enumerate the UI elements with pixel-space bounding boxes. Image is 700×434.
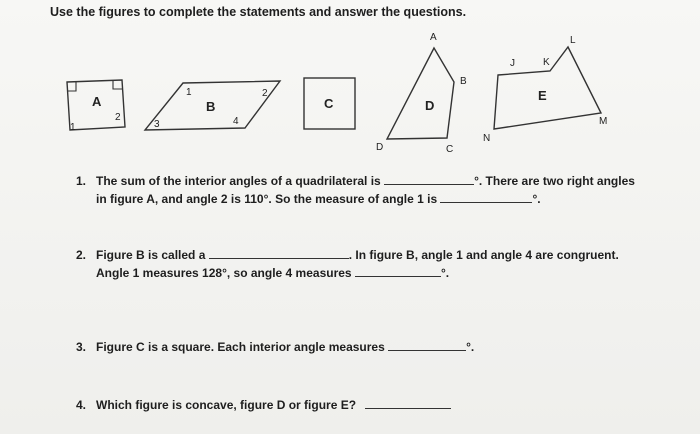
figure-b-angle-4: 4: [233, 116, 239, 127]
figure-a-angle-2: 2: [115, 112, 121, 123]
figures-area: [0, 0, 700, 170]
figure-e-vertex-j: J: [510, 58, 515, 69]
figure-e-vertex-l: L: [570, 35, 576, 46]
figure-b-label: B: [206, 99, 216, 114]
question-2: [76, 246, 619, 282]
figure-b-angle-1: 1: [186, 87, 192, 98]
figure-a-angle-1: 1: [70, 122, 76, 133]
question-4-number: 4.: [76, 398, 87, 412]
question-2-text-c: Angle 1 measures 128°, so angle 4 measures: [96, 266, 352, 280]
question-3-answer-blank[interactable]: [388, 338, 466, 351]
figure-e-label: E: [538, 88, 547, 103]
figure-d: [387, 48, 454, 139]
figure-e-vertex-n: N: [483, 133, 491, 144]
figure-d-label: D: [425, 98, 435, 113]
question-3-number: 3.: [76, 340, 87, 354]
question-1: [76, 172, 635, 208]
question-1-text-b: °. There are two right angles: [474, 174, 635, 188]
question-3: [76, 338, 474, 356]
question-3-text-b: °.: [466, 340, 475, 354]
question-1-answer-blank-2[interactable]: [440, 190, 532, 203]
question-2-text-d: °.: [440, 266, 450, 280]
question-4-answer-blank[interactable]: [365, 396, 451, 409]
figure-d-vertex-a: A: [430, 32, 437, 43]
figure-d-vertex-b: B: [460, 76, 467, 87]
question-2-number: 2.: [76, 248, 87, 262]
question-1-text-c: in figure A, and angle 2 is 110°. So the measure of angle 1 is: [96, 192, 438, 206]
figure-e-vertex-k: K: [543, 57, 550, 68]
figure-c-label: C: [324, 96, 334, 111]
instructions-text: Use the figures to complete the statements and answer the questions.: [50, 5, 467, 19]
question-2-text-b: . In figure B, angle 1 and angle 4 are congruent.: [348, 248, 619, 262]
question-1-number: 1.: [76, 174, 87, 188]
question-2-text-a: Figure B is called a: [96, 248, 206, 262]
question-2-answer-blank-1[interactable]: [209, 246, 349, 259]
question-1-text-a: The sum of the interior angles of a quadrilateral is: [96, 174, 381, 188]
question-4: [76, 396, 451, 414]
question-1-text-d: °.: [532, 192, 541, 206]
figure-a-label: A: [92, 94, 102, 109]
figure-d-vertex-c: C: [446, 144, 454, 155]
question-3-text-a: Figure C is a square. Each interior angle measures: [96, 340, 385, 354]
figure-b-angle-3: 3: [154, 119, 160, 130]
question-1-answer-blank-1[interactable]: [384, 172, 474, 185]
figure-d-vertex-d: D: [376, 142, 384, 153]
figure-e-vertex-m: M: [599, 116, 608, 127]
question-4-text-a: Which figure is concave, figure D or figure E?: [96, 398, 357, 412]
figure-b-angle-2: 2: [262, 88, 268, 99]
question-2-answer-blank-2[interactable]: [355, 264, 441, 277]
